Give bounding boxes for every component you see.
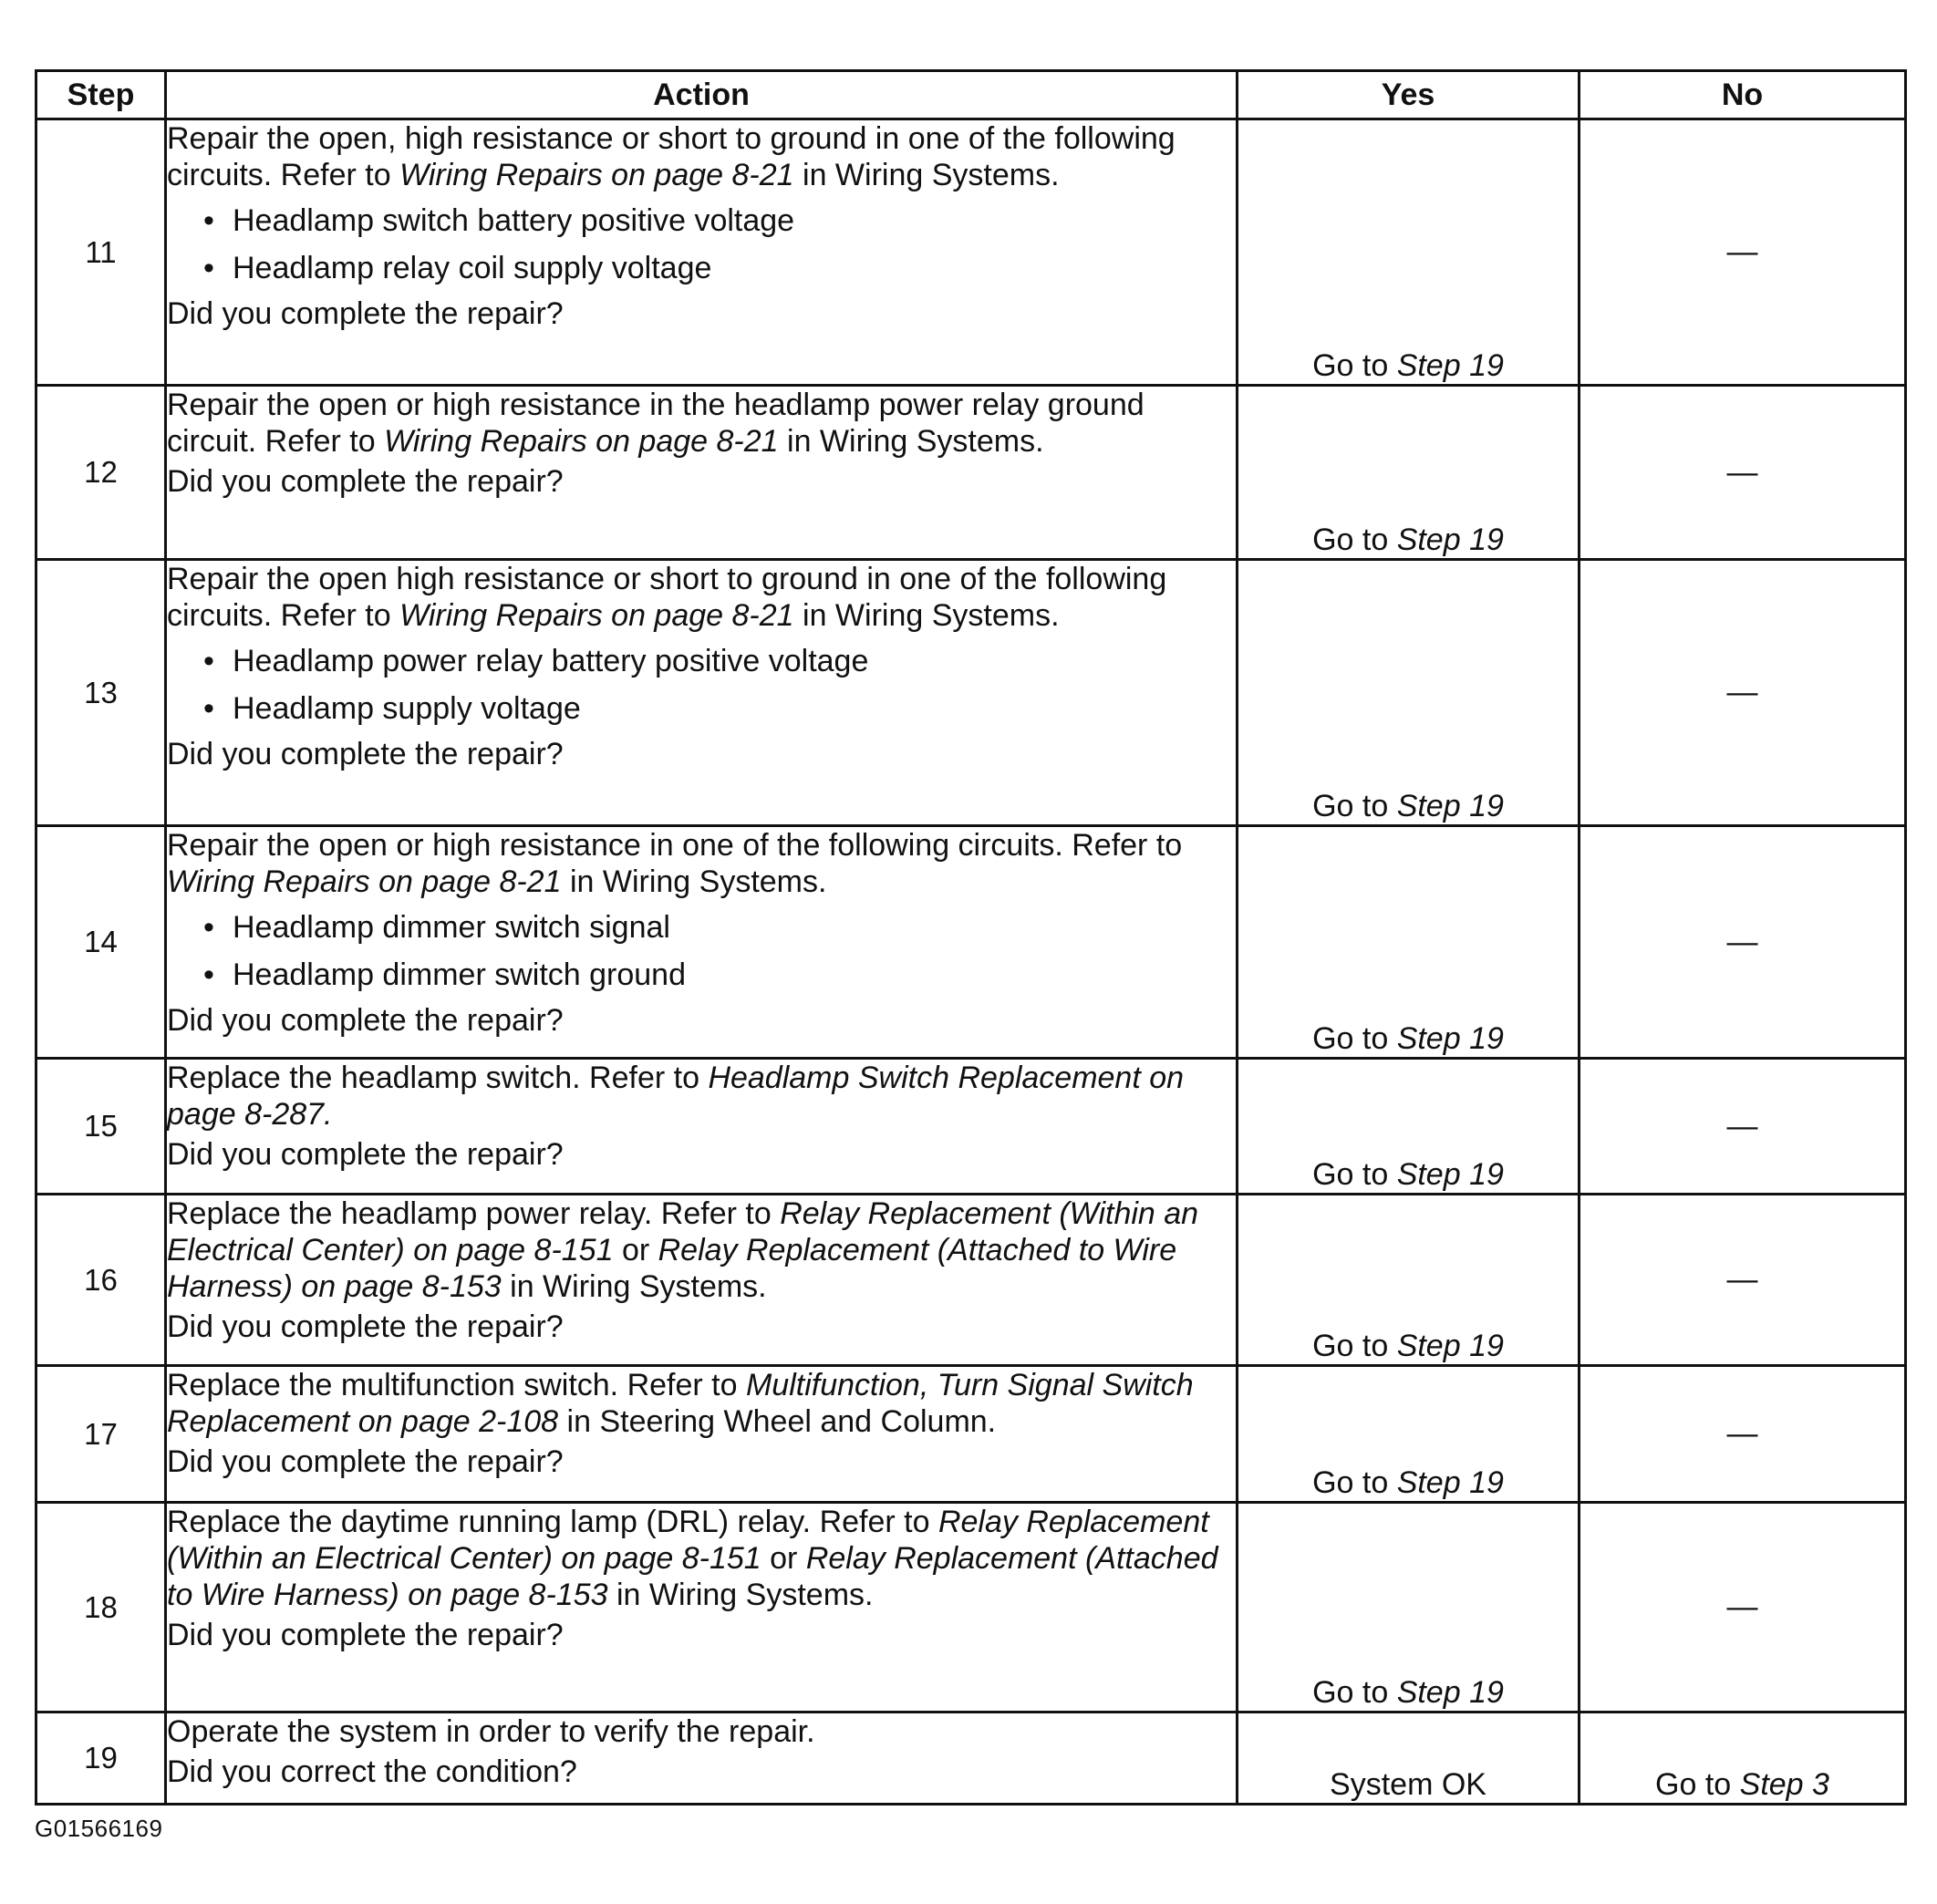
- action-cell: [166, 119, 1238, 386]
- action-text: Repair the open or high resistance in one of the following circuits. Refer to Wiring Repairs on page 8-21 in Wiring Systems.: [167, 828, 1183, 899]
- step-number: 19: [36, 1713, 166, 1805]
- yes-cell: Go to Step 19: [1238, 119, 1580, 386]
- step-number: 16: [36, 1195, 166, 1366]
- table-row: [36, 560, 1906, 826]
- action-cell: [166, 1503, 1238, 1713]
- yes-cell: Go to Step 19: [1238, 1366, 1580, 1503]
- action-text: Operate the system in order to verify the repair.: [167, 1714, 815, 1749]
- no-cell: —: [1580, 560, 1906, 826]
- no-cell: —: [1580, 119, 1906, 386]
- question-text: Did you complete the repair?: [167, 1309, 564, 1344]
- yes-cell: System OK: [1238, 1713, 1580, 1805]
- table-row: [36, 826, 1906, 1059]
- question-text: Did you complete the repair?: [167, 1444, 564, 1479]
- step-number: 13: [36, 560, 166, 826]
- list-item: • Headlamp relay coil supply voltage: [203, 244, 1236, 292]
- figure-id: G01566169: [35, 1815, 163, 1842]
- reference-link[interactable]: Wiring Repairs on page 8-21: [167, 864, 562, 899]
- header-yes: Yes: [1238, 71, 1580, 119]
- list-item: • Headlamp dimmer switch signal: [203, 904, 1236, 951]
- diagnostic-table: [35, 69, 1907, 1806]
- action-text: Repair the open high resistance or short to ground in one of the following circuits. Refer to Wiring Repairs on page 8-21 in Wiring Systems.: [167, 562, 1167, 633]
- step-number: 15: [36, 1059, 166, 1195]
- action-cell: [166, 1366, 1238, 1503]
- list-item: • Headlamp power relay battery positive voltage: [203, 637, 1236, 685]
- step-link[interactable]: Step 19: [1396, 348, 1504, 383]
- question-text: Did you complete the repair?: [167, 1618, 564, 1652]
- question-text: Did you complete the repair?: [167, 1003, 564, 1038]
- step-number: 14: [36, 826, 166, 1059]
- action-text: Replace the daytime running lamp (DRL) relay. Refer to Relay Replacement (Within an Electrical Center) on page 8-151 or Relay Replacement (Attached to Wire Harness) on page 8-153 in Wiring Systems.: [167, 1505, 1218, 1612]
- question-text: Did you correct the condition?: [167, 1754, 577, 1789]
- action-cell: [166, 1059, 1238, 1195]
- action-cell: [166, 826, 1238, 1059]
- action-text: Repair the open, high resistance or short to ground in one of the following circuits. Refer to Wiring Repairs on page 8-21 in Wiring Systems.: [167, 121, 1176, 192]
- no-cell: —: [1580, 1195, 1906, 1366]
- action-text: Repair the open or high resistance in the headlamp power relay ground circuit. Refer to Wiring Repairs on page 8-21 in Wiring Systems.: [167, 388, 1145, 459]
- yes-cell: Go to Step 19: [1238, 386, 1580, 560]
- step-link[interactable]: Step 3: [1739, 1767, 1829, 1802]
- header-action: Action: [166, 71, 1238, 119]
- table-row: [36, 1195, 1906, 1366]
- step-number: 18: [36, 1503, 166, 1713]
- action-cell: [166, 1713, 1238, 1805]
- step-link[interactable]: Step 19: [1396, 1157, 1504, 1192]
- list-item: • Headlamp switch battery positive voltage: [203, 197, 1236, 244]
- step-link[interactable]: Step 19: [1396, 1329, 1504, 1363]
- table-row: [36, 119, 1906, 386]
- question-text: Did you complete the repair?: [167, 737, 564, 771]
- circuit-list: [167, 197, 1236, 292]
- reference-link[interactable]: Headlamp Switch Replacement on page 8-287.: [167, 1061, 1185, 1132]
- list-item: • Headlamp supply voltage: [203, 685, 1236, 732]
- question-text: Did you complete the repair?: [167, 1137, 564, 1172]
- no-cell: —: [1580, 386, 1906, 560]
- yes-cell: Go to Step 19: [1238, 1195, 1580, 1366]
- reference-link[interactable]: Relay Replacement (Attached to Wire Harness) on page 8-153: [167, 1233, 1177, 1304]
- action-cell: [166, 560, 1238, 826]
- circuit-list: [167, 637, 1236, 732]
- table-row: [36, 1503, 1906, 1713]
- table-row: [36, 386, 1906, 560]
- header-step: Step: [36, 71, 166, 119]
- yes-cell: Go to Step 19: [1238, 826, 1580, 1059]
- list-item: • Headlamp dimmer switch ground: [203, 951, 1236, 999]
- yes-cell: Go to Step 19: [1238, 1059, 1580, 1195]
- step-link[interactable]: Step 19: [1396, 789, 1504, 823]
- action-cell: [166, 386, 1238, 560]
- table-row: [36, 1713, 1906, 1805]
- no-cell: —: [1580, 1059, 1906, 1195]
- action-cell: [166, 1195, 1238, 1366]
- no-cell: —: [1580, 826, 1906, 1059]
- yes-cell: Go to Step 19: [1238, 560, 1580, 826]
- reference-link[interactable]: Wiring Repairs on page 8-21: [399, 158, 794, 192]
- step-number: 12: [36, 386, 166, 560]
- step-link[interactable]: Step 19: [1396, 1021, 1504, 1056]
- question-text: Did you complete the repair?: [167, 464, 564, 499]
- question-text: Did you complete the repair?: [167, 296, 564, 331]
- circuit-list: [167, 904, 1236, 999]
- no-cell: —: [1580, 1503, 1906, 1713]
- reference-link[interactable]: Wiring Repairs on page 8-21: [399, 598, 794, 633]
- action-text: Replace the multifunction switch. Refer to Multifunction, Turn Signal Switch Replacement on page 2-108 in Steering Wheel and Column.: [167, 1368, 1194, 1439]
- step-link[interactable]: Step 19: [1396, 1675, 1504, 1710]
- reference-link[interactable]: Relay Replacement (Attached to Wire Harness) on page 8-153: [167, 1541, 1218, 1612]
- no-cell: Go to Step 3: [1580, 1713, 1906, 1805]
- action-text: Replace the headlamp switch. Refer to Headlamp Switch Replacement on page 8-287.: [167, 1061, 1185, 1132]
- table-row: [36, 1366, 1906, 1503]
- step-number: 17: [36, 1366, 166, 1503]
- header-row: [36, 71, 1906, 119]
- yes-cell: Go to Step 19: [1238, 1503, 1580, 1713]
- table-row: [36, 1059, 1906, 1195]
- reference-link[interactable]: Wiring Repairs on page 8-21: [384, 424, 779, 459]
- no-cell: —: [1580, 1366, 1906, 1503]
- header-no: No: [1580, 71, 1906, 119]
- reference-link[interactable]: Relay Replacement (Within an Electrical Center) on page 8-151: [167, 1196, 1199, 1268]
- step-link[interactable]: Step 19: [1396, 523, 1504, 557]
- reference-link[interactable]: Relay Replacement (Within an Electrical Center) on page 8-151: [167, 1505, 1209, 1576]
- action-text: Replace the headlamp power relay. Refer to Relay Replacement (Within an Electrical Center) on page 8-151 or Relay Replacement (Attached to Wire Harness) on page 8-153 in Wiring Systems.: [167, 1196, 1199, 1304]
- step-link[interactable]: Step 19: [1396, 1465, 1504, 1500]
- reference-link[interactable]: Multifunction, Turn Signal Switch Replacement on page 2-108: [167, 1368, 1194, 1439]
- step-number: 11: [36, 119, 166, 386]
